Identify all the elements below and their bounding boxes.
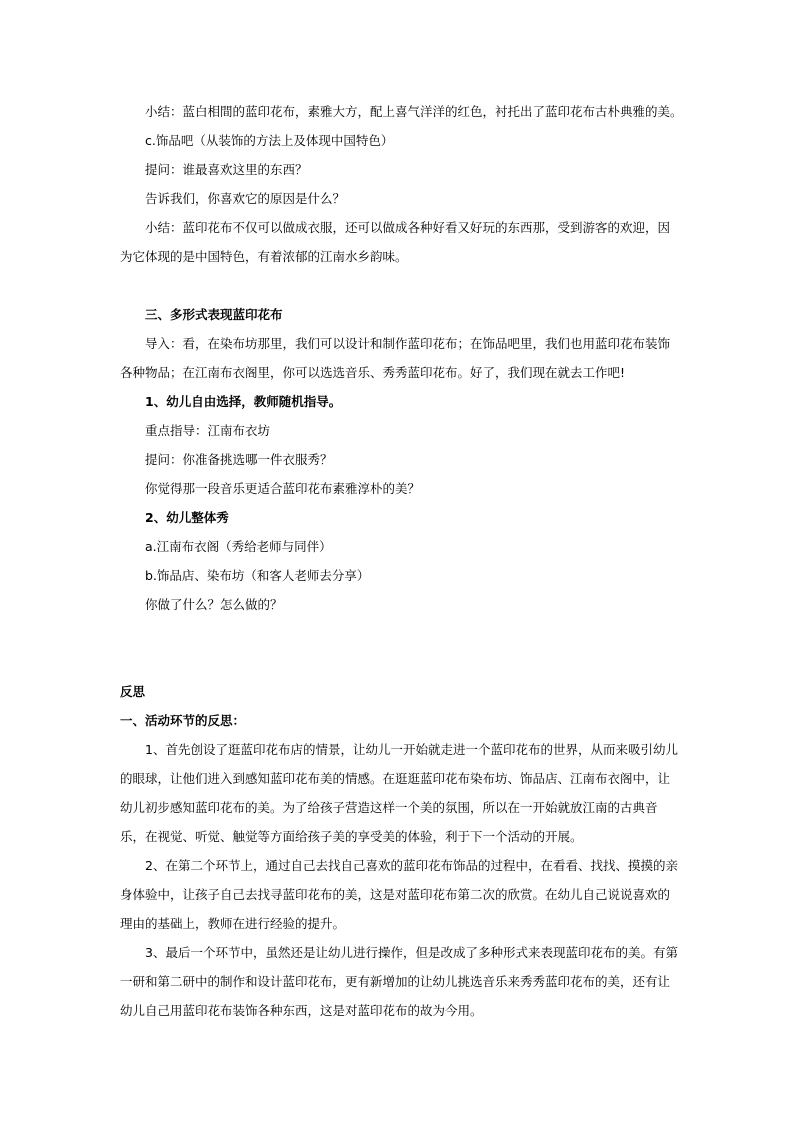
reflection-paragraph-3: 3、最后一个环节中，虽然还是让幼儿进行操作，但是改成了多种形式来表现蓝印花布的美。有第一研和第二研中的制作和设计蓝印花布，更有新增加的让幼儿挑选音乐来秀秀蓝印花布的美，还有让幼儿自己用蓝印花布装饰各种东西，这是对蓝印花布的故为今用。 xyxy=(120,945,678,1018)
question-paragraph-3: 提问：你准备挑选哪一件衣服秀？ xyxy=(145,452,333,467)
step-2-title: 2、幼儿整体秀 xyxy=(145,510,229,525)
a-item-paragraph: a.江南布衣阁（秀给老师与同伴） xyxy=(145,539,332,554)
intro-paragraph: 导入：看，在染布坊那里，我们可以设计和制作蓝印花布；在饰品吧里，我们也用蓝印花布装饰各种物品；在江南布衣阁里，你可以选选音乐、秀秀蓝印花布。好了，我们现在就去工作吧! xyxy=(120,336,671,380)
question-paragraph-4: 你觉得那一段音乐更适合蓝印花布素雅淳朴的美？ xyxy=(145,481,421,496)
b-item-paragraph: b.饰品店、染布坊（和客人老师去分享） xyxy=(145,568,370,583)
reflection-title: 反思 xyxy=(120,684,146,699)
focus-paragraph: 重点指导：江南布衣坊 xyxy=(145,423,271,438)
question-paragraph-2: 告诉我们，你喜欢它的原因是什么？ xyxy=(145,191,346,206)
reflection-subtitle: 一、活动环节的反思： xyxy=(120,713,246,728)
step-1-title: 1、幼儿自由选择，教师随机指导。 xyxy=(145,394,342,409)
summary-paragraph-1: 小结：蓝白相間的蓝印花布，素雅大方，配上喜气洋洋的红色，衬托出了蓝印花布古朴典雅的美。 xyxy=(145,104,683,119)
c-item-paragraph: c.饰品吧（从装饰的方法上及体现中国特色） xyxy=(145,133,394,148)
reflection-paragraph-2: 2、在第二个环节上，通过自己去找自己喜欢的蓝印花布饰品的过程中，在看看、找找、摸摸的亲身体验中，让孩子自己去找寻蓝印花布的美，这是对蓝印花布第二次的欣赏。在幼儿自己说说喜欢的理由的基础上，教师在进行经验的提升。 xyxy=(120,858,678,931)
question-paragraph-5: 你做了什么？怎么做的？ xyxy=(145,597,283,612)
section-3-title: 三、多形式表现蓝印花布 xyxy=(145,307,283,322)
reflection-paragraph-1: 1、首先创设了逛蓝印花布店的情景，让幼儿一开始就走进一个蓝印花布的世界，从而来吸引幼儿的眼球，让他们进入到感知蓝印花布美的情感。在逛逛蓝印花布染布坊、饰品店、江南布衣阁中，让幼儿初步感知蓝印花布的美。为了给孩子营造这样一个美的氛围，所以在一开始就放江南的古典音乐，在视觉、听觉、触觉等方面给孩子美的享受美的体验，利于下一个活动的开展。 xyxy=(120,742,678,844)
summary-paragraph-2: 小结：蓝印花布不仅可以做成衣服，还可以做成各种好看又好玩的东西那，受到游客的欢迎，因为它体现的是中国特色，有着浓郁的江南水乡韵味。 xyxy=(120,220,671,264)
question-paragraph-1: 提问：谁最喜欢这里的东西？ xyxy=(145,162,308,177)
